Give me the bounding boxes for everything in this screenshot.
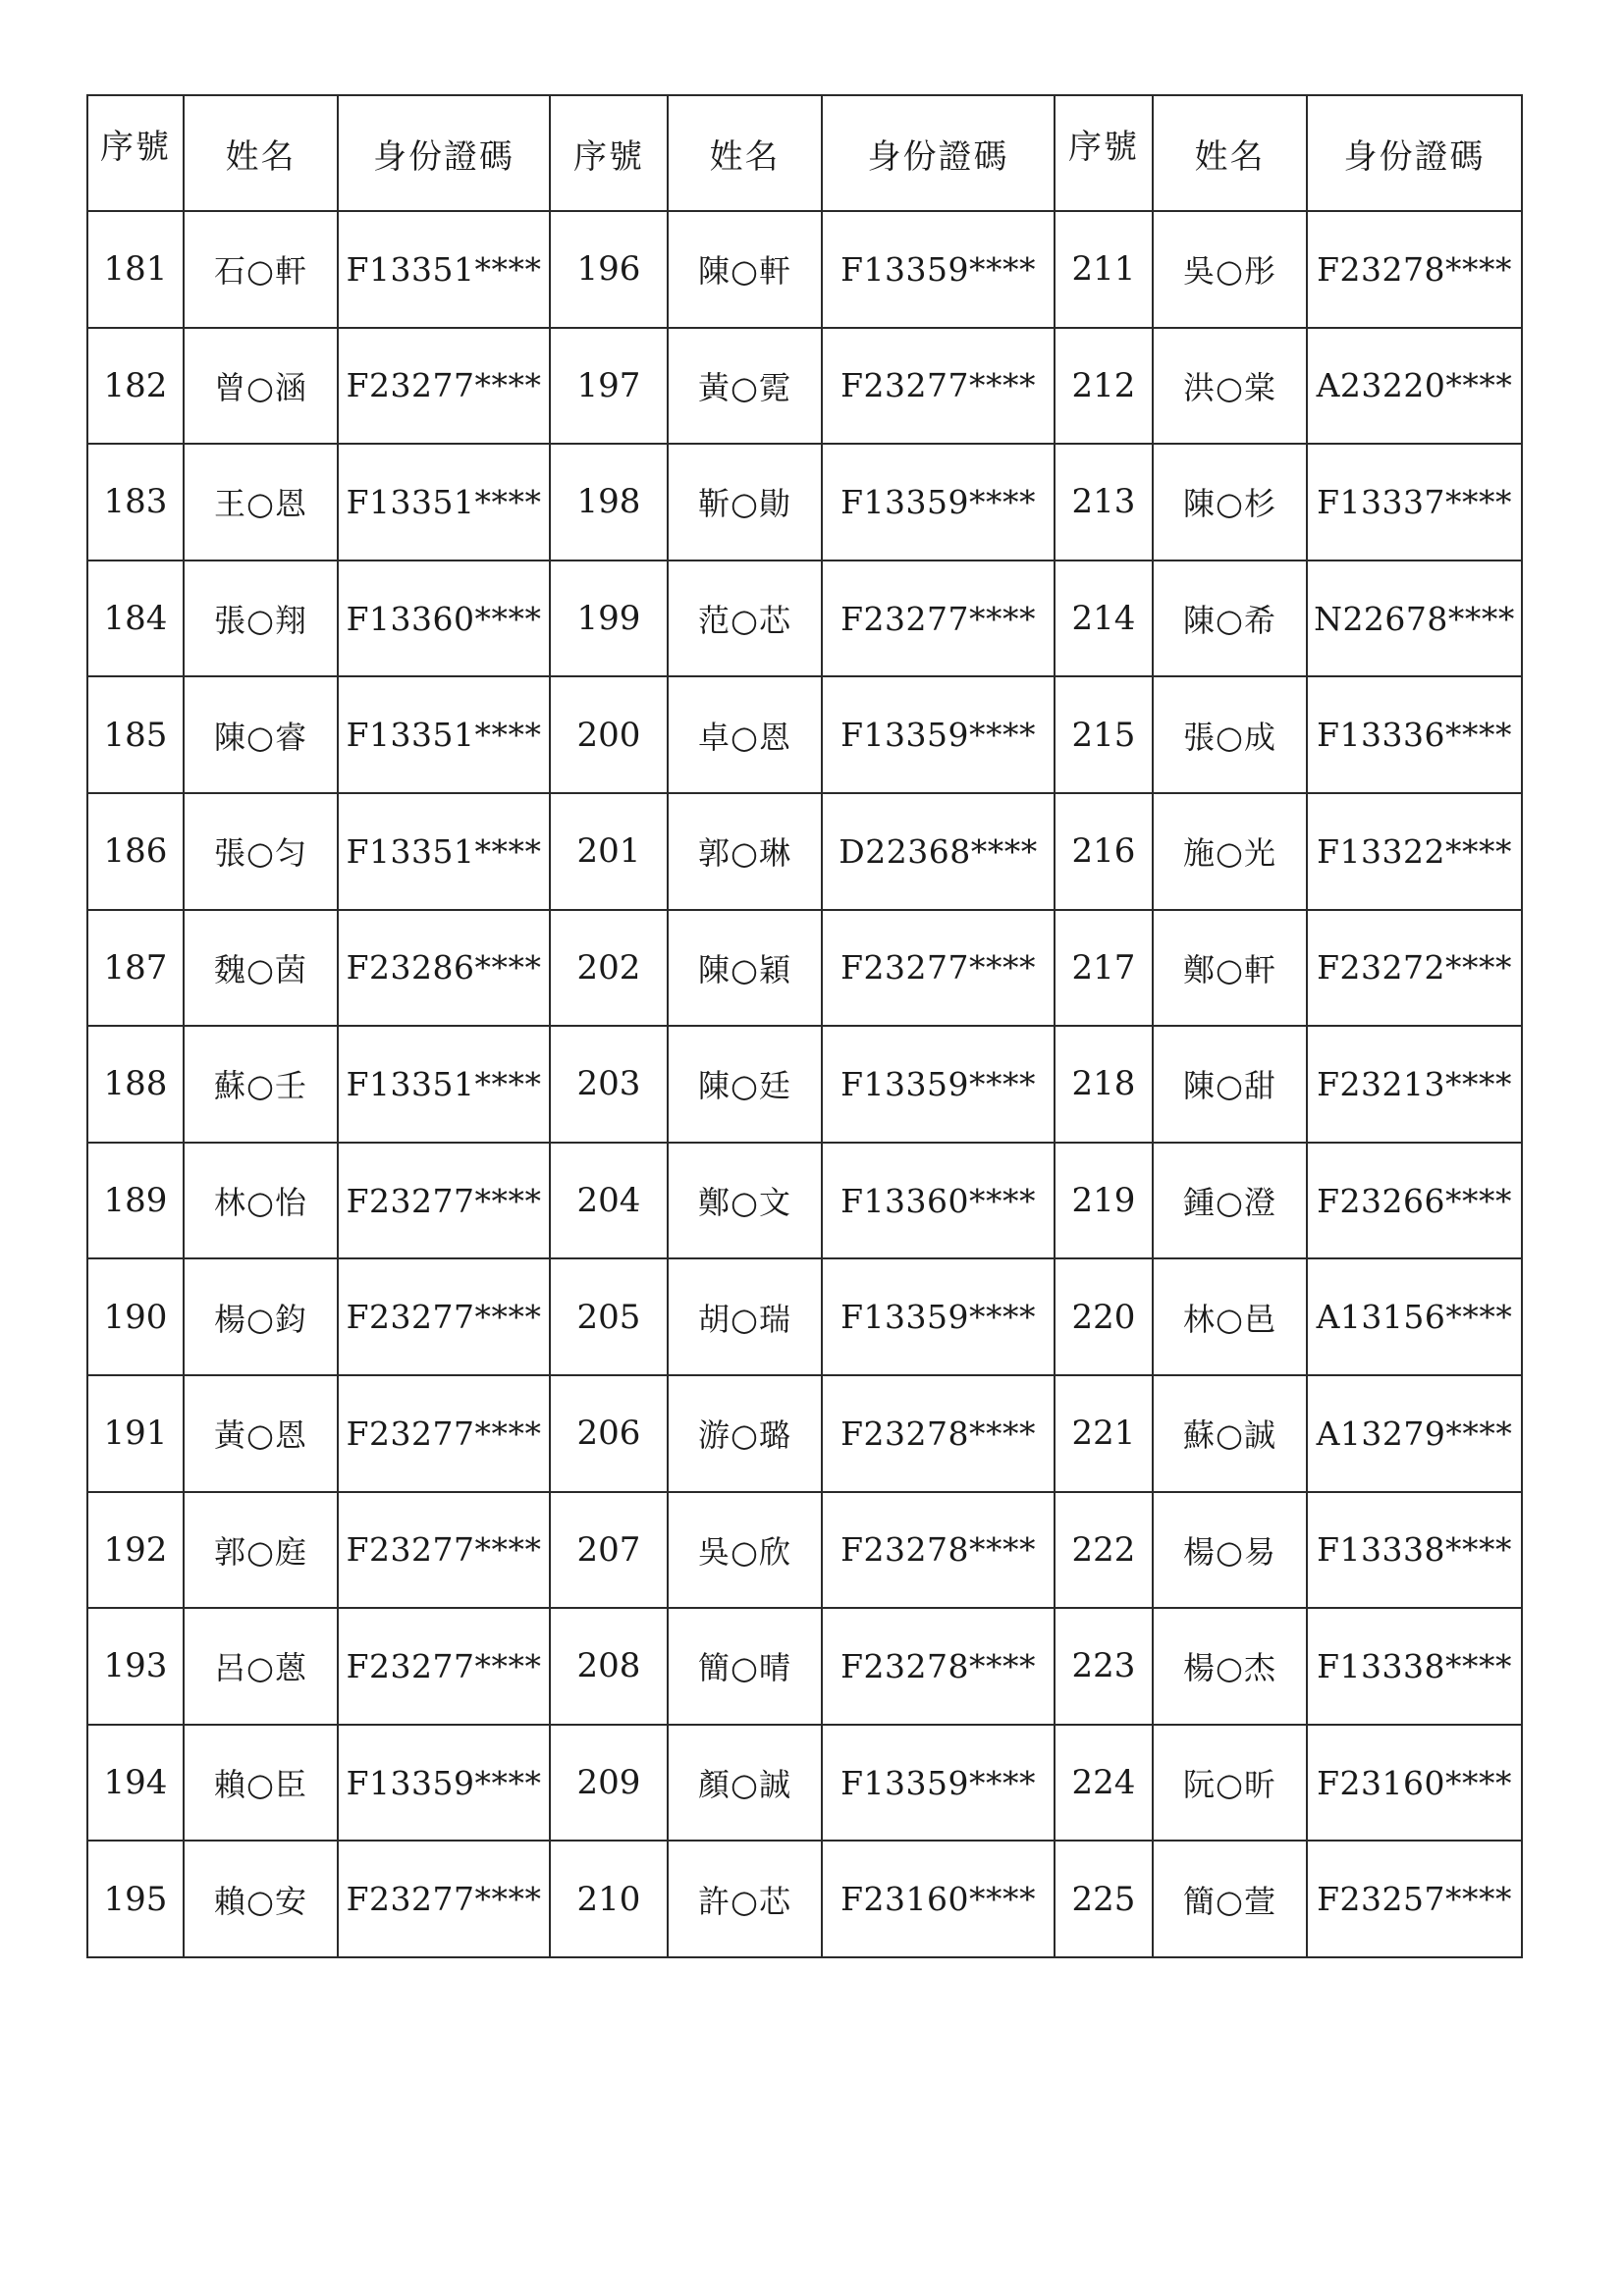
name-cell: 蘇○壬	[184, 1026, 338, 1143]
serial-cell: 199	[550, 561, 668, 677]
name-cell: 楊○杰	[1153, 1608, 1307, 1725]
name-cell: 黃○霓	[668, 328, 822, 445]
serial-cell: 212	[1055, 328, 1153, 445]
id-cell: F13359****	[822, 676, 1055, 793]
serial-cell: 201	[550, 793, 668, 910]
id-cell: F23277****	[338, 1375, 550, 1492]
id-cell: F13359****	[338, 1725, 550, 1842]
serial-cell: 210	[550, 1841, 668, 1957]
serial-cell: 194	[87, 1725, 184, 1842]
name-cell: 陳○軒	[668, 211, 822, 328]
name-cell: 吳○彤	[1153, 211, 1307, 328]
name-cell: 卓○恩	[668, 676, 822, 793]
name-cell: 鄭○文	[668, 1143, 822, 1259]
serial-cell: 225	[1055, 1841, 1153, 1957]
name-cell: 鄭○軒	[1153, 910, 1307, 1027]
header-name: 姓名	[668, 95, 822, 211]
serial-cell: 214	[1055, 561, 1153, 677]
name-cell: 郭○庭	[184, 1492, 338, 1609]
id-cell: F23277****	[338, 1608, 550, 1725]
name-cell: 施○光	[1153, 793, 1307, 910]
table-row	[87, 1143, 1522, 1259]
serial-cell: 192	[87, 1492, 184, 1609]
name-cell: 楊○鈞	[184, 1258, 338, 1375]
id-cell: F23160****	[822, 1841, 1055, 1957]
header-serial: 序號	[550, 95, 668, 211]
name-cell: 陳○睿	[184, 676, 338, 793]
name-cell: 顏○誠	[668, 1725, 822, 1842]
id-cell: F13351****	[338, 211, 550, 328]
name-cell: 陳○希	[1153, 561, 1307, 677]
roster-table	[86, 94, 1523, 1958]
id-cell: F13360****	[822, 1143, 1055, 1259]
id-cell: F23278****	[822, 1375, 1055, 1492]
name-cell: 簡○晴	[668, 1608, 822, 1725]
serial-cell: 181	[87, 211, 184, 328]
serial-cell: 220	[1055, 1258, 1153, 1375]
name-cell: 楊○易	[1153, 1492, 1307, 1609]
serial-cell: 185	[87, 676, 184, 793]
table-row	[87, 1608, 1522, 1725]
serial-cell: 218	[1055, 1026, 1153, 1143]
name-cell: 張○成	[1153, 676, 1307, 793]
id-cell: N22678****	[1307, 561, 1522, 677]
table-row	[87, 676, 1522, 793]
serial-cell: 203	[550, 1026, 668, 1143]
id-cell: F23278****	[822, 1608, 1055, 1725]
name-cell: 賴○臣	[184, 1725, 338, 1842]
id-cell: F23160****	[1307, 1725, 1522, 1842]
table-row	[87, 793, 1522, 910]
serial-cell: 191	[87, 1375, 184, 1492]
serial-cell: 186	[87, 793, 184, 910]
name-cell: 郭○琳	[668, 793, 822, 910]
name-cell: 靳○勛	[668, 444, 822, 561]
id-cell: F23266****	[1307, 1143, 1522, 1259]
serial-cell: 196	[550, 211, 668, 328]
name-cell: 許○芯	[668, 1841, 822, 1957]
name-cell: 賴○安	[184, 1841, 338, 1957]
name-cell: 蘇○誠	[1153, 1375, 1307, 1492]
serial-cell: 209	[550, 1725, 668, 1842]
id-cell: F13359****	[822, 1725, 1055, 1842]
name-cell: 曾○涵	[184, 328, 338, 445]
serial-cell: 189	[87, 1143, 184, 1259]
serial-cell: 221	[1055, 1375, 1153, 1492]
table-row	[87, 1725, 1522, 1842]
serial-cell: 211	[1055, 211, 1153, 328]
header-id: 身份證碼	[822, 95, 1055, 211]
name-cell: 黃○恩	[184, 1375, 338, 1492]
name-cell: 胡○瑞	[668, 1258, 822, 1375]
serial-cell: 190	[87, 1258, 184, 1375]
id-cell: F13359****	[822, 1026, 1055, 1143]
id-cell: F23277****	[822, 561, 1055, 677]
id-cell: F23278****	[822, 1492, 1055, 1609]
serial-cell: 208	[550, 1608, 668, 1725]
header-serial: 序號	[1055, 95, 1153, 211]
table-row	[87, 1841, 1522, 1957]
serial-cell: 193	[87, 1608, 184, 1725]
name-cell: 簡○萱	[1153, 1841, 1307, 1957]
name-cell: 王○恩	[184, 444, 338, 561]
table-row	[87, 444, 1522, 561]
id-cell: F13351****	[338, 1026, 550, 1143]
id-cell: F23277****	[822, 910, 1055, 1027]
name-cell: 林○怡	[184, 1143, 338, 1259]
id-cell: F13351****	[338, 676, 550, 793]
table-row	[87, 1492, 1522, 1609]
serial-cell: 223	[1055, 1608, 1153, 1725]
id-cell: F23272****	[1307, 910, 1522, 1027]
serial-cell: 224	[1055, 1725, 1153, 1842]
serial-cell: 207	[550, 1492, 668, 1609]
name-cell: 阮○昕	[1153, 1725, 1307, 1842]
serial-cell: 187	[87, 910, 184, 1027]
name-cell: 陳○甜	[1153, 1026, 1307, 1143]
name-cell: 呂○蒽	[184, 1608, 338, 1725]
table-row	[87, 328, 1522, 445]
serial-cell: 202	[550, 910, 668, 1027]
id-cell: A13156****	[1307, 1258, 1522, 1375]
name-cell: 陳○杉	[1153, 444, 1307, 561]
id-cell: F23277****	[822, 328, 1055, 445]
id-cell: F23213****	[1307, 1026, 1522, 1143]
id-cell: F13336****	[1307, 676, 1522, 793]
name-cell: 游○璐	[668, 1375, 822, 1492]
name-cell: 陳○廷	[668, 1026, 822, 1143]
name-cell: 林○邑	[1153, 1258, 1307, 1375]
id-cell: A13279****	[1307, 1375, 1522, 1492]
header-id: 身份證碼	[338, 95, 550, 211]
table-row	[87, 211, 1522, 328]
serial-cell: 219	[1055, 1143, 1153, 1259]
serial-cell: 206	[550, 1375, 668, 1492]
roster-body	[87, 211, 1522, 1957]
name-cell: 范○芯	[668, 561, 822, 677]
id-cell: F13359****	[822, 1258, 1055, 1375]
header-id: 身份證碼	[1307, 95, 1522, 211]
serial-cell: 205	[550, 1258, 668, 1375]
table-row	[87, 1375, 1522, 1492]
serial-cell: 213	[1055, 444, 1153, 561]
id-cell: F13351****	[338, 793, 550, 910]
id-cell: F23277****	[338, 1258, 550, 1375]
serial-cell: 183	[87, 444, 184, 561]
id-cell: F23277****	[338, 328, 550, 445]
header-name: 姓名	[1153, 95, 1307, 211]
name-cell: 吳○欣	[668, 1492, 822, 1609]
serial-cell: 216	[1055, 793, 1153, 910]
header-name: 姓名	[184, 95, 338, 211]
serial-cell: 195	[87, 1841, 184, 1957]
id-cell: D22368****	[822, 793, 1055, 910]
serial-cell: 184	[87, 561, 184, 677]
id-cell: F13322****	[1307, 793, 1522, 910]
serial-cell: 204	[550, 1143, 668, 1259]
id-cell: F13359****	[822, 211, 1055, 328]
id-cell: F23257****	[1307, 1841, 1522, 1957]
serial-cell: 217	[1055, 910, 1153, 1027]
serial-cell: 188	[87, 1026, 184, 1143]
table-row	[87, 1258, 1522, 1375]
table-row	[87, 561, 1522, 677]
id-cell: F13359****	[822, 444, 1055, 561]
header-serial: 序號	[87, 95, 184, 211]
name-cell: 魏○茵	[184, 910, 338, 1027]
name-cell: 石○軒	[184, 211, 338, 328]
id-cell: F23277****	[338, 1841, 550, 1957]
serial-cell: 215	[1055, 676, 1153, 793]
id-cell: F13351****	[338, 444, 550, 561]
name-cell: 張○匀	[184, 793, 338, 910]
id-cell: A23220****	[1307, 328, 1522, 445]
serial-cell: 197	[550, 328, 668, 445]
id-cell: F13338****	[1307, 1608, 1522, 1725]
name-cell: 洪○棠	[1153, 328, 1307, 445]
id-cell: F23286****	[338, 910, 550, 1027]
serial-cell: 182	[87, 328, 184, 445]
table-row	[87, 1026, 1522, 1143]
id-cell: F13360****	[338, 561, 550, 677]
header-row	[87, 95, 1522, 211]
table-row	[87, 910, 1522, 1027]
name-cell: 張○翔	[184, 561, 338, 677]
id-cell: F23277****	[338, 1492, 550, 1609]
serial-cell: 222	[1055, 1492, 1153, 1609]
id-cell: F13337****	[1307, 444, 1522, 561]
serial-cell: 200	[550, 676, 668, 793]
name-cell: 鍾○澄	[1153, 1143, 1307, 1259]
serial-cell: 198	[550, 444, 668, 561]
name-cell: 陳○穎	[668, 910, 822, 1027]
id-cell: F23277****	[338, 1143, 550, 1259]
id-cell: F23278****	[1307, 211, 1522, 328]
id-cell: F13338****	[1307, 1492, 1522, 1609]
